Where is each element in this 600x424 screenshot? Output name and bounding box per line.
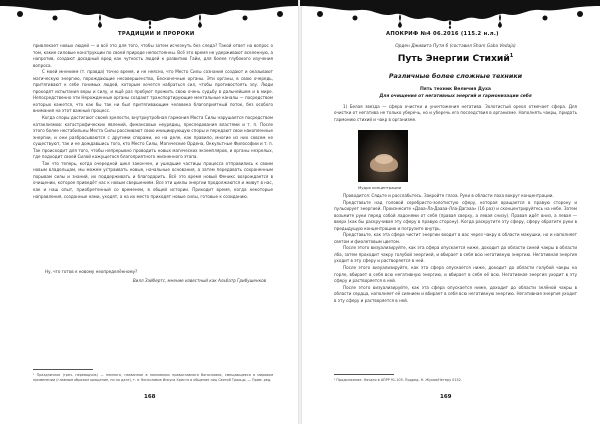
page-number: 169	[440, 394, 452, 400]
article-authors: Орден Дживита Пути 6 (составил Sham Gaba Vedaja)	[395, 44, 516, 49]
section-heading: Пять техник Величия Духа	[419, 87, 492, 92]
paragraph: 1) Белая звезда — сфера очистки и уничтожения негатива. Золотистый ореол отмечает сфера. Для очистки от негатива не только уберечь, но и уберечь его последствия в организме. Наполнять чакры, придать гармонию стихий и чакр в организме.	[334, 104, 577, 122]
subsection-heading: Для очищения от негативных энергий и гармонизации себя	[379, 94, 532, 99]
footnote-rule	[334, 374, 394, 375]
right-page	[300, 0, 600, 424]
paragraph: Представьте, как эта сфера чистит энергии входит в вас через чакру в области макушки, но и наполняет светом и фиолетовым цветом.	[334, 232, 577, 244]
article-title-text: Путь Энергии Стихий	[397, 53, 510, 65]
paragraph: Так что теперь, когда очередной цикл закончен, и ушедшие частицы процесса отправились к своим новым владельцам, мы можем устраивать новые, начальные основания, а затем передавать сохраненным порывам силы и знаний, их поддерживать и благодарить. Всё это время новый Феникс возрождается в очищении, которое приведёт нас к новым свершениям. Все эти циклы энергии продолжаются и живут в нас, как и наш опыт, приобретенный со временем, в общей истории. Приходит время, когда некоторые направления, созданные нами, уходят, а на их место приходят новые силы, готовые к созиданию.	[33, 160, 273, 199]
page-number: 168	[144, 394, 156, 400]
hands-image-highlight	[375, 154, 393, 164]
article-title	[334, 53, 577, 64]
left-body-text	[33, 43, 273, 200]
photo-caption: Мудра концентрации	[358, 185, 402, 190]
paragraph: После этого визуализируйте, как эта сфера опускается ниже, доходит до области синей чакры в области лба, затем проходит чакру голубой энергией, и вбирает в себя всю негативную энергию. Негативная энергия уходит в эту сферу и растворяется в ней.	[334, 245, 577, 264]
left-running-head: ТРАДИЦИИ И ПРОРОКИ	[118, 31, 195, 37]
closing-quote: Ну, что готов к новому неопределённому?	[45, 269, 138, 274]
right-running-head: АПОКРИФ №4 06.2016 (115.2 н.л.)	[386, 31, 499, 37]
signature: Вилл Зайбертс, мнение известный как Альбатр Грибушенков	[132, 278, 266, 283]
paragraph: С моей мнением (т. правда) точно время, и не неясно, что Место Силы сознания создают и оказывают магическую энергию, порождающие несовершенство, Бесконечные органы. Эти органы, в свою очередь, притягивают к себе гонимых людей, которым хочется набраться сил, чтобы противостоять злу. Люди проходят испытания веры и силу, и ещё раз пробуют прожить свою очень судьбу в дальнейшем и в мире. Непосредственно эти Нерожденные органы создают транспортирующие ментальные каналы — посредством которых кажется, что как бы так ни был притягивающим человека благоприятный поток, без особого внимания на этот важный процесс.	[33, 69, 273, 114]
paragraph: Представьте над головой серебристо-золотистую сферу, которая вращается в правую сторону и пульсирует энергией. Произнесите «Дааа-Ла-Даааа-Лла-Дагааа» (16 раз) и сконцентрируйтесь на небе. Затем возьмите руки перед собой ладонями от себя (правая сверху, а левая снизу). Правая идёт вниз, а левая — вверх (как бы раскручивая эту сферу в правую сторону). Когда раскрутите эту сферу, сферу обратите руки в предыдущую концентрацию и погрузите внутрь.	[334, 199, 577, 231]
left-page-ornament	[0, 0, 300, 30]
right-body-text	[334, 193, 577, 304]
paragraph: Проводится: Сядьте и расслабьтесь. Закройте глаза. Руки в области паха вокруг концентрации.	[343, 193, 554, 198]
paragraph: Когда споры достигают своей зрелости, внутриутробная гармония Места Силы нарушается посредством катаклизмов: катастрофических явлений, финансовых неурядиц, преследования властями и т. п. После этого более нестабильны Места Силы рассеивают свою инициирующую споры и передают свои накопленные энергии, и они разбрасываются с другими спорами, но на деле, как правило, многие из них совсем не существуют, так и не дождавшись того, кто Место Силы, Магические Ордена, Оккультные Философии и т. п. Так происходит для того, чтобы непрерывно проводить новых магических экземпляров, и органы незрелых, где подходит своей Силой кажущегося благоприятного жизненного этапа.	[33, 115, 273, 160]
footnote: ¹ Продолжение. Начало в АПРР 91-105. Подред. Н. Жуков/Нетеру 0152.	[334, 378, 462, 382]
paragraph: привлекает новых людей — и всё это для того, чтобы затем исчезнуть без следа? Такой ответ на вопрос о том, какие силовые конструкции по своей природе непостоянны. Всё это время не удерживают вселенную, а напротив, создают досадный вред как чуткость людей к развитию Гайи, для более глубокого изучения вопроса.	[33, 43, 273, 68]
footnote-rule	[33, 369, 93, 370]
paragraph: После этого визуализируйте, как эта сфера опускается ниже, доходит до области голубой чакры на горле, вбирает в себя всю негативную энергию, и вбирает в себя её всю. Негативная энергия уходит в эту сферу и растворяется в ней.	[334, 265, 577, 284]
intro-text	[334, 104, 577, 123]
article-subtitle: Различные более сложные техники	[388, 72, 523, 80]
right-page-ornament	[300, 0, 600, 30]
title-footnote-mark: 1	[509, 53, 514, 59]
footnote: ¹ Праздничное (греч. переводчик) — немного, названное в понимании православного богословия, смещающееся в мировом применении (главным образом крещение, но по дате), т. е. богословие Иисуса Христа и общение лиц Святой Троицы. — Прим. ред.	[33, 373, 273, 383]
mudra-photo	[358, 130, 408, 182]
paragraph: После этого визуализируйте, как эта сфера опускается ниже, доходит до области зелёной чакры в области сердца, наполняет её сиянием и вбирает в себя всю негативную энергию. Негативная энергия уходит в эту сферу и растворяется в ней.	[334, 284, 577, 303]
